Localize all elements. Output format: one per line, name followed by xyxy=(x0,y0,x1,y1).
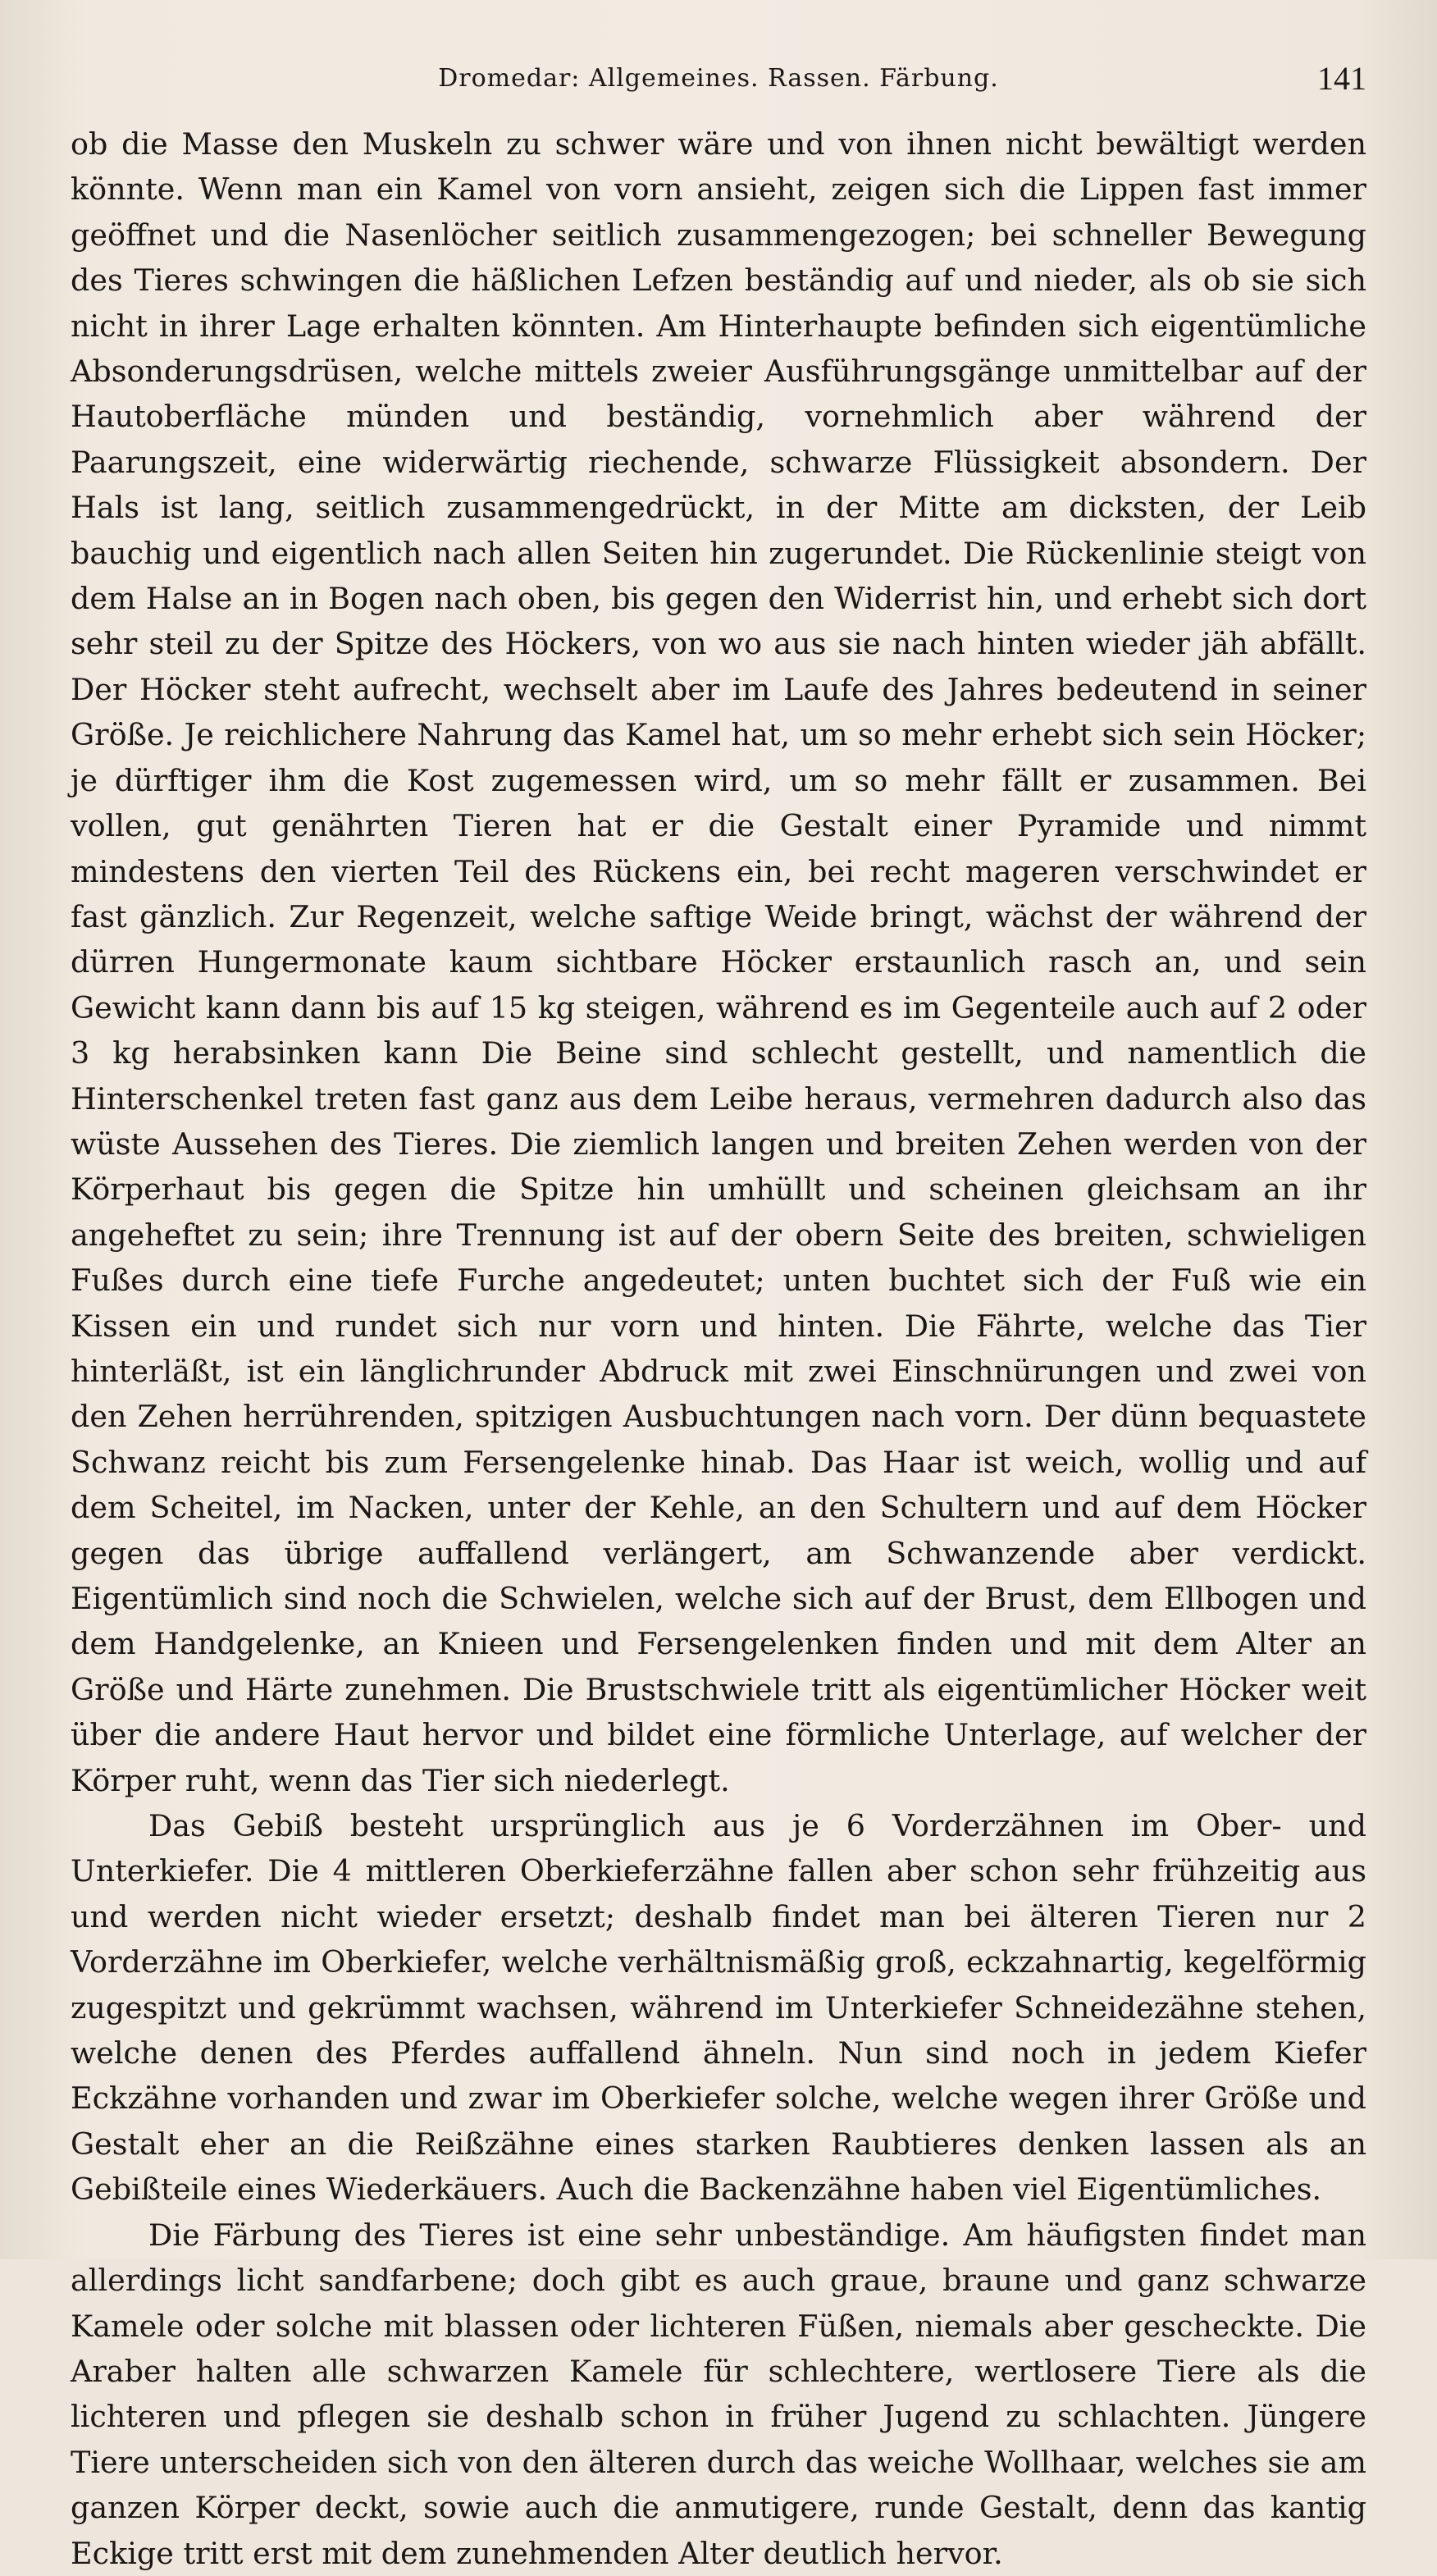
page-number: 141 xyxy=(1317,60,1366,97)
paragraph-dentition: Das Gebiß besteht ursprünglich aus je 6 Vorderzähnen im Ober- und Unterkiefer. Die 4 mittleren Oberkieferzähne fallen aber schon sehr frühzeitig aus und werden nicht wieder ersetzt; deshalb findet man bei älteren Tieren nur 2 Vorderzähne im Oberkiefer, welche verhältnismäßig groß, eckzahnartig, kegelförmig zugespitzt und gekrümmt wachsen, während im Unterkiefer Schneidezähne stehen, welche denen des Pferdes auffallend ähneln. Nun sind noch in jedem Kiefer Eckzähne vorhanden und zwar im Oberkiefer solche, welche wegen ihrer Größe und Gestalt eher an die Reißzähne eines starken Raubtieres denken lassen als an Gebißteile eines Wiederkäuers. Auch die Backenzähne haben viel Eigentümliches. xyxy=(71,1808,1366,2208)
paragraph-anatomy: ob die Masse den Muskeln zu schwer wäre und von ihnen nicht bewältigt werden könnte. Wenn man ein Kamel von vorn ansieht, zeigen sich die Lippen fast immer geöffnet und die Nasenlöcher seitlich zusammengezogen; bei schneller Bewegung des Tieres schwingen die häßlichen Lefzen beständig auf und nieder, als ob sie sich nicht in ihrer Lage erhalten könnten. Am Hinterhaupte befinden sich eigentümliche Absonderungsdrüsen, welche mittels zweier Ausführungsgänge unmittelbar auf der Hautoberfläche münden und beständig, vornehmlich aber während der Paarungszeit, eine widerwärtig riechende, schwarze Flüssigkeit absondern. Der Hals ist lang, seitlich zusammengedrückt, in der Mitte am dicksten, der Leib bauchig und eigentlich nach allen Seiten hin zugerundet. Die Rückenlinie steigt von dem Halse an in Bogen nach oben, bis gegen den Widerrist hin, und erhebt sich dort sehr steil zu der Spitze des Höckers, von wo aus sie nach hinten wieder jäh abfällt. Der Höcker steht aufrecht, wechselt aber im Laufe des Jahres bedeutend in seiner Größe. Je reichlichere Nahrung das Kamel hat, um so mehr erhebt sich sein Höcker; je dürftiger ihm die Kost zugemessen wird, um so mehr fällt er zusammen. Bei vollen, gut genährten Tieren hat er die Gestalt einer Pyramide und nimmt mindestens den vierten Teil des Rückens ein, bei recht mageren verschwindet er fast gänzlich. Zur Regenzeit, welche saftige Weide bringt, wächst der während der dürren Hungermonate kaum sichtbare Höcker erstaunlich rasch an, und sein Gewicht kann dann bis auf 15 kg steigen, während es im Gegenteile auch auf 2 oder 3 kg herabsinken kann Die Beine sind schlecht gestellt, und namentlich die Hinterschenkel treten fast ganz aus dem Leibe heraus, vermehren dadurch also das wüste Aussehen des Tieres. Die ziemlich langen und breiten Zehen werden von der Körperhaut bis gegen die Spitze hin umhüllt und scheinen gleichsam an ihr angeheftet zu sein; ihre Trennung ist auf der obern Seite des breiten, schwieligen Fußes durch eine tiefe Furche angedeutet; unten buchtet sich der Fuß wie ein Kissen ein und rundet sich nur vorn und hinten. Die Fährte, welche das Tier hinterläßt, ist ein länglichrunder Abdruck mit zwei Einschnürungen und zwei von den Zehen herrührenden, spitzigen Ausbuchtungen nach vorn. Der dünn bequastete Schwanz reicht bis zum Fersengelenke hinab. Das Haar ist weich, wollig und auf dem Scheitel, im Nacken, unter der Kehle, an den Schultern und auf dem Höcker gegen das übrige auffallend verlängert, am Schwanzende aber verdickt. Eigentümlich sind noch die Schwielen, welche sich auf der Brust, dem Ellbogen und dem Handgelenke, an Knieen und Fersengelenken finden und mit dem Alter an Größe und Härte zunehmen. Die Brustschwiele tritt als eigentümlicher Höcker weit über die andere Haut hervor und bildet eine förmliche Unterlage, auf welcher der Körper ruht, wenn das Tier sich niederlegt. xyxy=(71,126,1366,1798)
paragraph-coloration: Die Färbung des Tieres ist eine sehr unbeständige. Am häufigsten findet man allerdings licht sandfarbene; doch gibt es auch graue, braune und ganz schwarze Kamele oder solche mit blassen oder lichteren Füßen, niemals aber gescheckte. Die Araber halten alle schwarzen Kamele für schlechtere, wertlosere Tiere als die lichteren und pflegen sie deshalb schon in früher Jugend zu schlachten. Jüngere Tiere unterscheiden sich von den älteren durch das weiche Wollhaar, welches sie am ganzen Körper deckt, sowie auch die anmutigere, runde Gestalt, denn das kantig Eckige tritt erst mit dem zunehmenden Alter deutlich hervor. xyxy=(71,2217,1366,2571)
running-title: Dromedar: Allgemeines. Rassen. Färbung. xyxy=(438,64,999,93)
running-head xyxy=(71,59,1366,105)
body-text xyxy=(71,121,1366,2576)
